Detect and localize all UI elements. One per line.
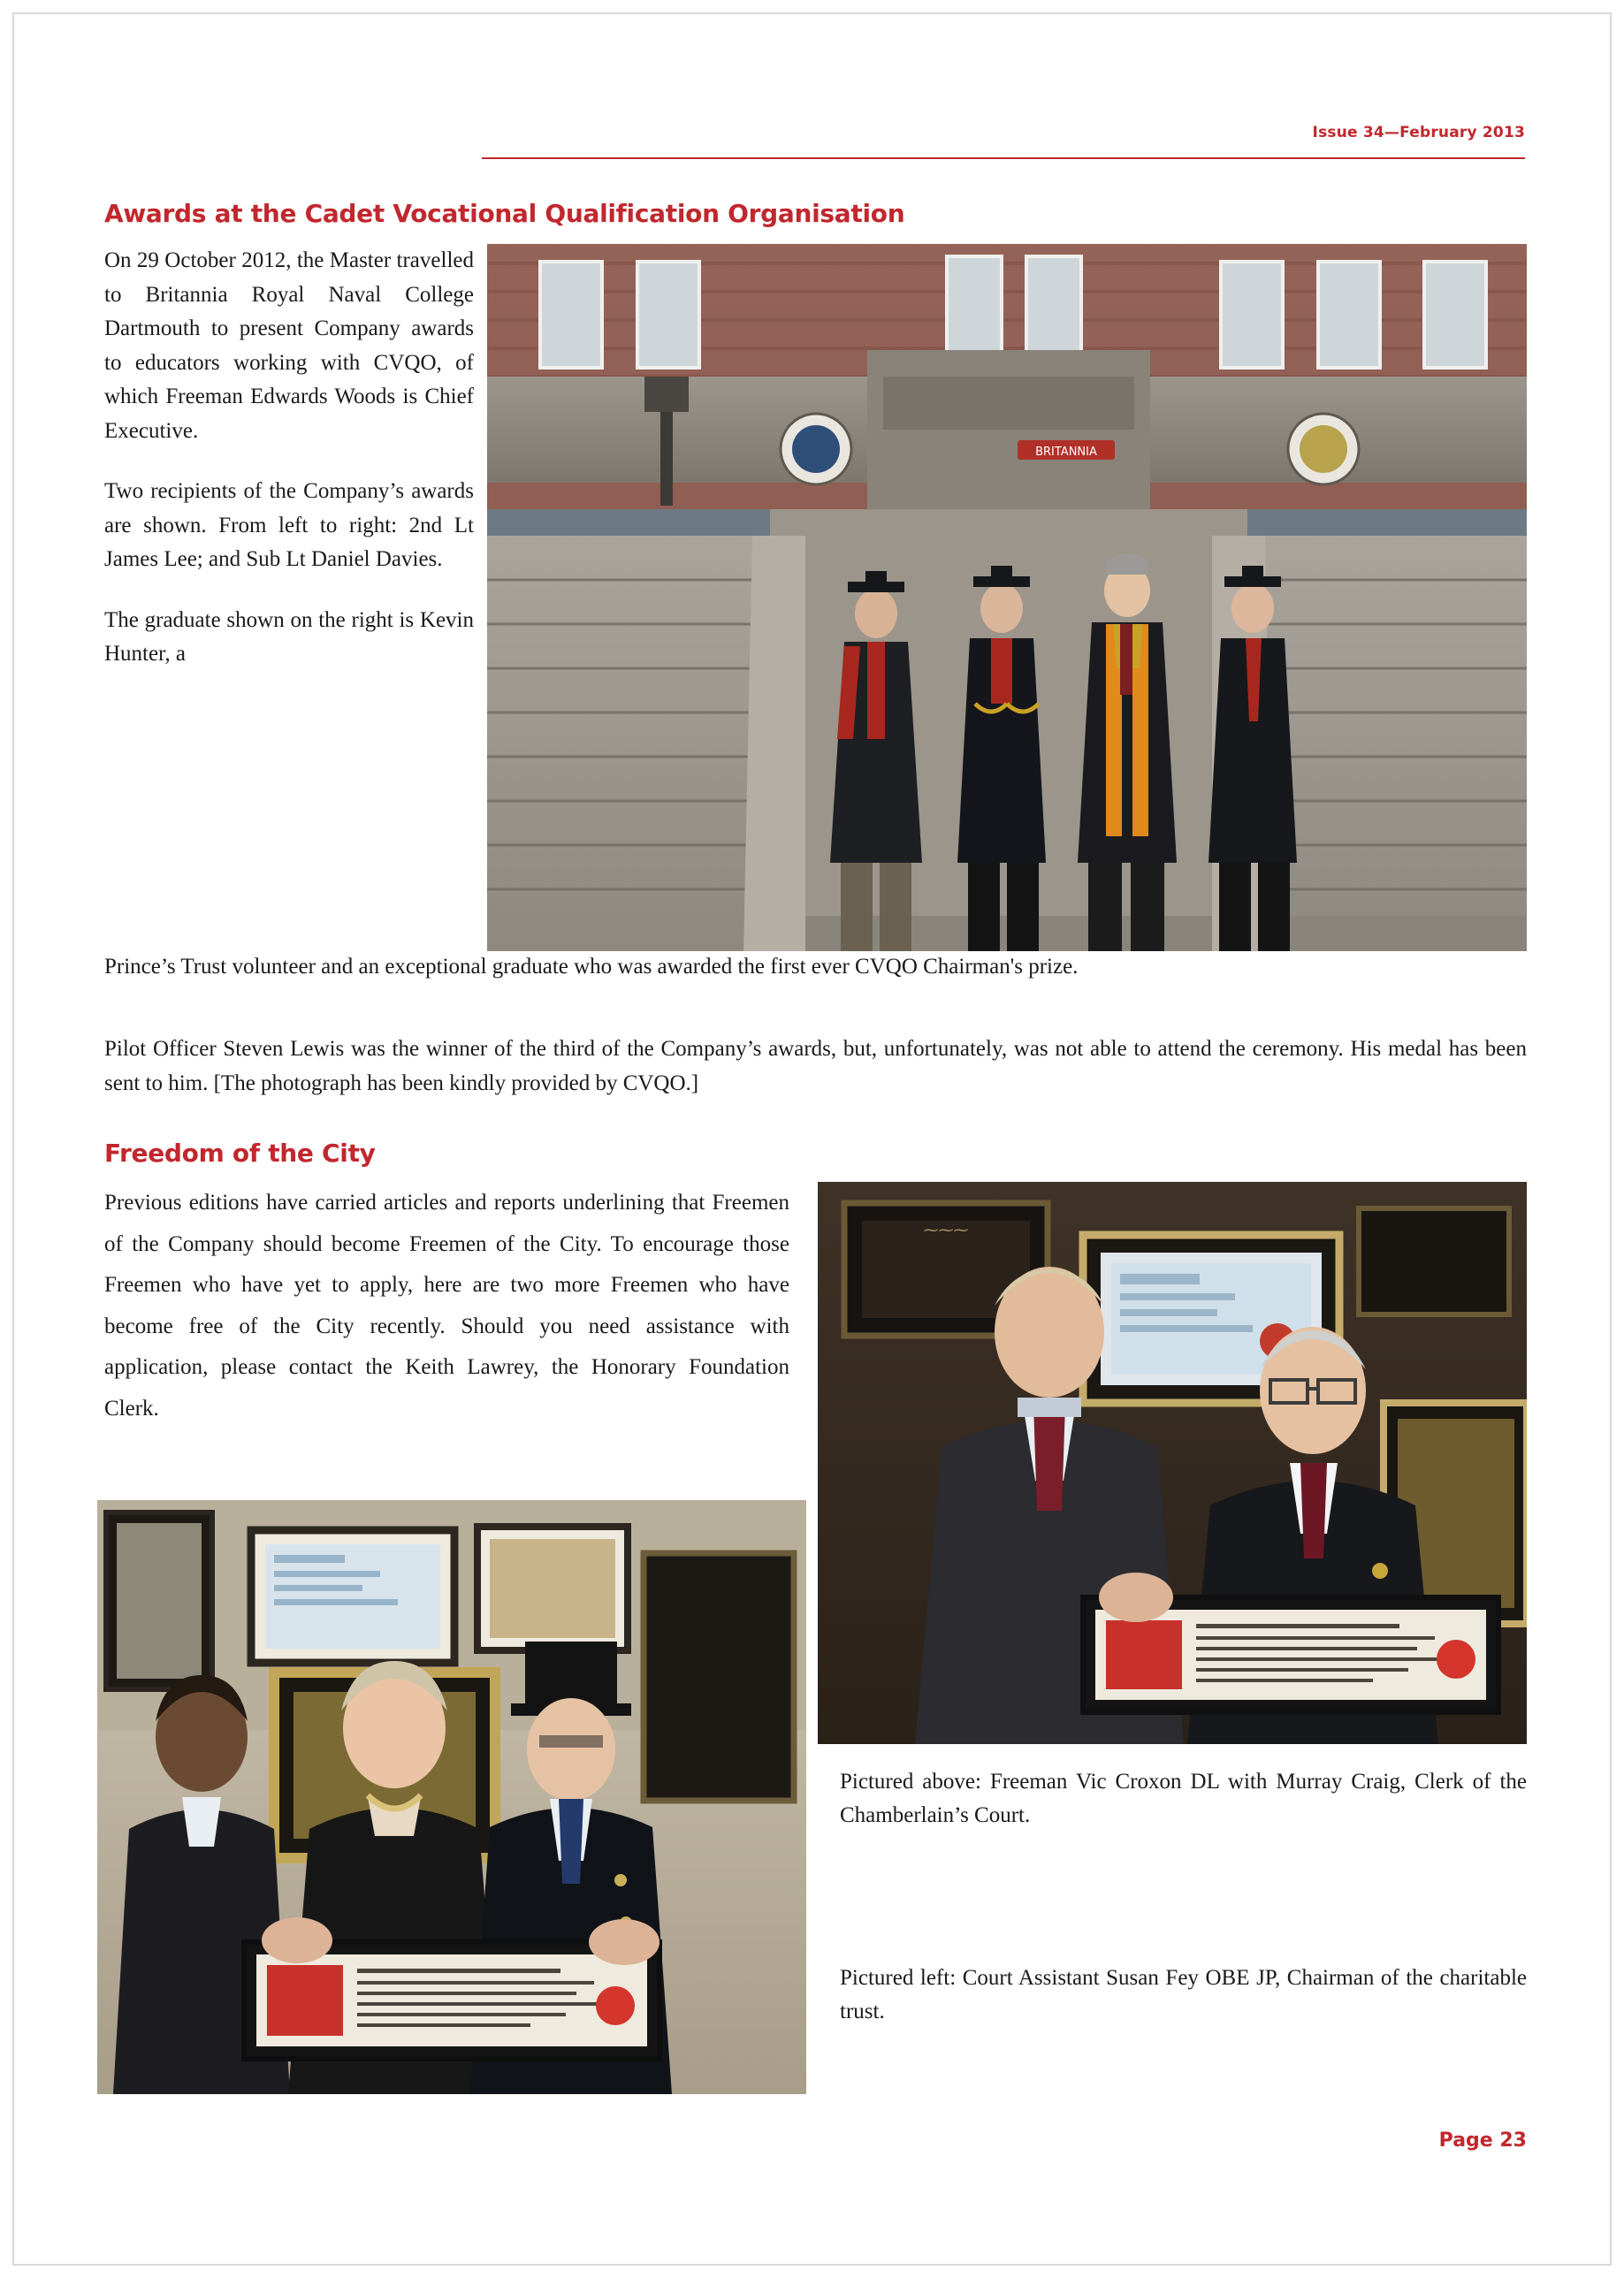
photo-cvqo-award-group xyxy=(487,244,1527,951)
page-number: Page 23 xyxy=(1438,2129,1527,2152)
photo-croxon-craig xyxy=(818,1182,1527,1744)
cvqo-paragraph-2: Two recipients of the Company’s awards are shown. From left to right: 2nd Lt James Lee; and Sub Lt Daniel Davies. xyxy=(104,479,474,571)
issue-header: Issue 34—February 2013 xyxy=(1312,124,1525,141)
caption-left-photo: Pictured left: Court Assistant Susan Fey OBE JP, Chairman of the charitable trust. xyxy=(840,1966,1527,2023)
freedom-left-column xyxy=(104,1183,789,1429)
cvqo-final-paragraph: Pilot Officer Steven Lewis was the winner of the third of the Company’s awards, but, unfortunately, was not able to attend the ceremony. His medal has been sent to him. [The photograph has been kindly provided by CVQO.] xyxy=(104,1037,1527,1095)
caption-above-photo: Pictured above: Freeman Vic Croxon DL with Murray Craig, Clerk of the Chamberlain’s Court. xyxy=(840,1770,1527,1827)
svg-text:⁓⁓⁓: ⁓⁓⁓ xyxy=(923,1222,969,1239)
section-title-cvqo xyxy=(104,199,1342,228)
header-rule xyxy=(482,157,1525,159)
photo-croxon-illustration xyxy=(818,1182,1527,1744)
section-heading-text: Awards at the Cadet Vocational Qualification Organisation xyxy=(104,199,905,228)
photo-fey-illustration xyxy=(97,1500,806,2094)
cvqo-left-column xyxy=(104,244,474,672)
svg-text:BRITANNIA: BRITANNIA xyxy=(1035,446,1097,459)
photo-cvqo-illustration xyxy=(487,244,1527,951)
section-title-freedom xyxy=(104,1139,988,1168)
cvqo-paragraph-1: On 29 October 2012, the Master travelled to Britannia Royal Naval College Dartmouth to present Company awards to educators working with CVQO, of which Freeman Edwards Woods is Chief Executive. xyxy=(104,248,474,443)
freedom-paragraph-1: Previous editions have carried articles and reports underlining that Freemen of the Company should become Freemen of the City. To encourage those Freemen who have yet to apply, here are two more Freemen who have become free of the City recently. Should you need assistance with application, please contact the Keith Lawrey, the Honorary Foundation Clerk. xyxy=(104,1191,789,1421)
cvqo-tail-paragraph: Prince’s Trust volunteer and an exceptional graduate who was awarded the first ever CVQO Chairman's prize. xyxy=(104,955,1079,979)
cvqo-paragraph-3: The graduate shown on the right is Kevin Hunter, a xyxy=(104,607,474,666)
section-heading-text-2: Freedom of the City xyxy=(104,1139,376,1168)
photo-susan-fey xyxy=(97,1500,806,2094)
